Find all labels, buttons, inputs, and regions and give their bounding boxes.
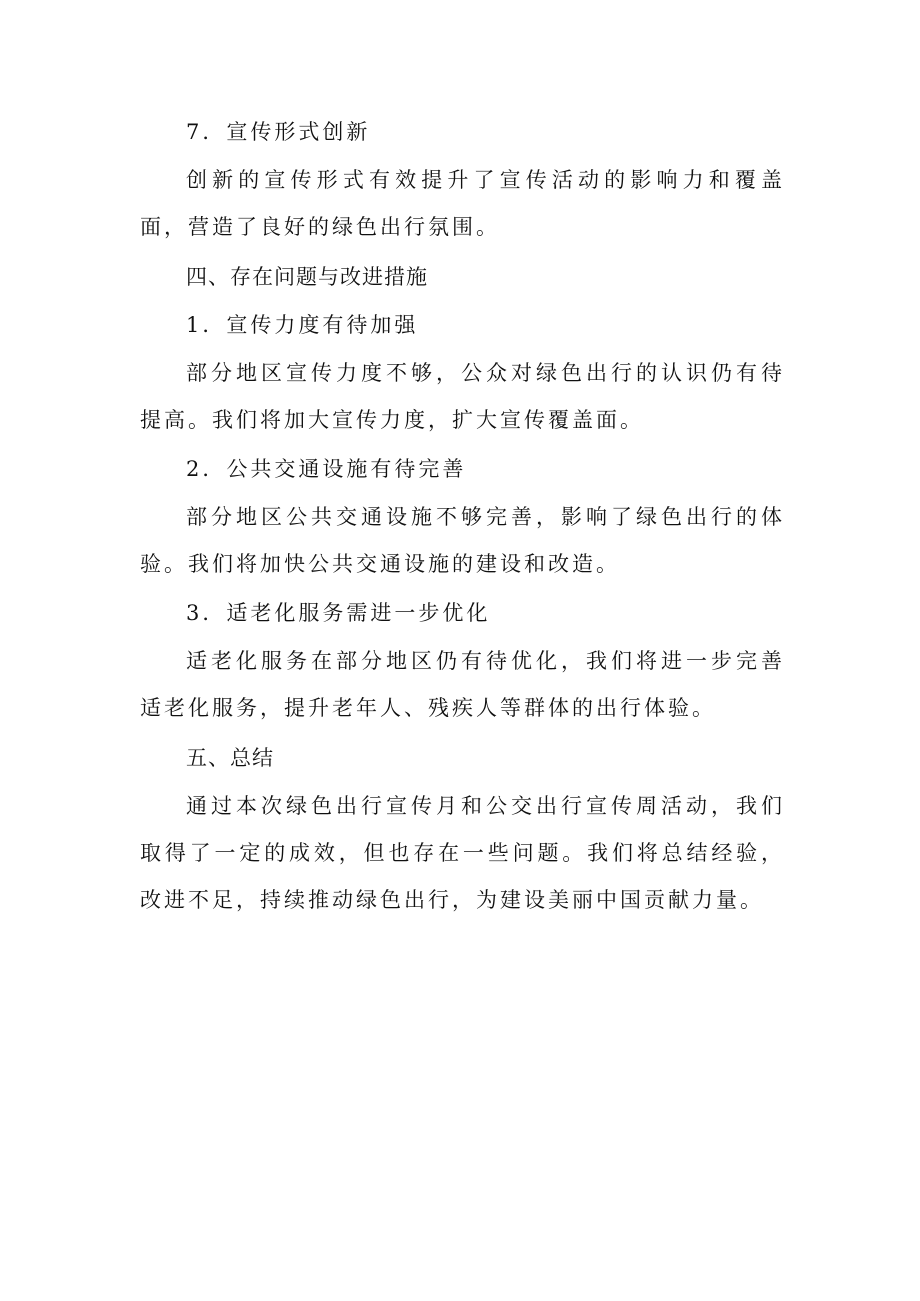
subheading-publicity-form-innovation: 7．宣传形式创新: [186, 120, 371, 144]
paragraph-summary: 通过本次绿色出行宣传月和公交出行宣传周活动，我们取得了一定的成效，但也存在一些问题。我们将总结经验，改进不足，持续推动绿色出行，为建设美丽中国贡献力量。: [140, 794, 785, 912]
section-heading-summary: 五、总结: [186, 746, 274, 770]
section-heading-problems-and-improvements: 四、存在问题与改进措施: [186, 265, 428, 289]
subheading-publicity-strength: 1．宣传力度有待加强: [186, 313, 419, 337]
paragraph-publicity-form-innovation: 创新的宣传形式有效提升了宣传活动的影响力和覆盖面，营造了良好的绿色出行氛围。: [140, 168, 785, 239]
paragraph-publicity-strength: 部分地区宣传力度不够，公众对绿色出行的认识仍有待提高。我们将加大宣传力度，扩大宣传覆盖面。: [140, 361, 785, 432]
paragraph-elderly-friendly-service: 适老化服务在部分地区仍有待优化，我们将进一步完善适老化服务，提升老年人、残疾人等群体的出行体验。: [140, 649, 785, 720]
paragraph-public-transport-facilities: 部分地区公共交通设施不够完善，影响了绿色出行的体验。我们将加快公共交通设施的建设和改造。: [140, 505, 785, 576]
subheading-public-transport-facilities: 2．公共交通设施有待完善: [186, 457, 467, 481]
subheading-elderly-friendly-service: 3．适老化服务需进一步优化: [186, 601, 491, 625]
